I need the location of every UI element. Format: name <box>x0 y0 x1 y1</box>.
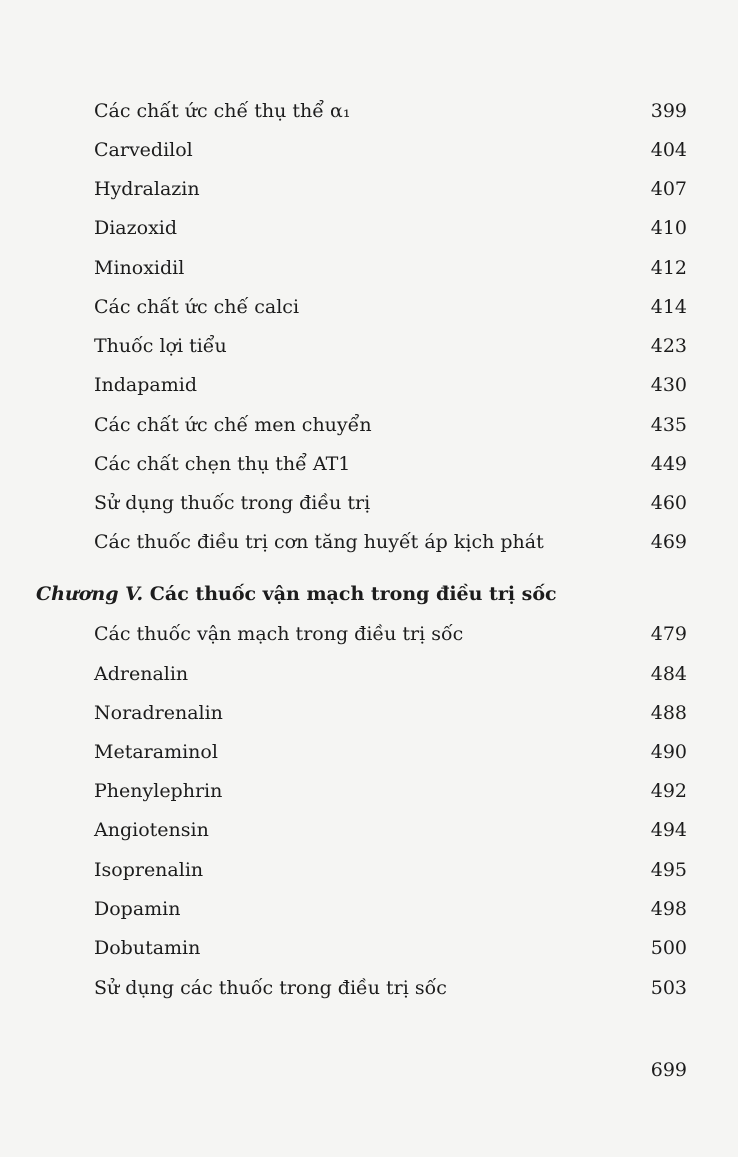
toc-entry-title: Adrenalin <box>94 663 189 685</box>
toc-entry-title: Các chất ức chế men chuyển <box>94 414 372 436</box>
toc-entry <box>94 619 687 649</box>
toc-entry-page: 494 <box>650 819 687 841</box>
toc-entry-title: Minoxidil <box>94 257 185 279</box>
toc-entry <box>94 410 687 440</box>
toc-entry-title: Noradrenalin <box>94 702 223 724</box>
toc-entry <box>94 698 687 728</box>
toc-entry-page: 449 <box>650 453 687 475</box>
toc-entry <box>94 213 687 243</box>
toc-entry-page: 399 <box>650 100 687 122</box>
toc-entry-page: 490 <box>650 741 687 763</box>
chapter-heading <box>36 578 686 610</box>
toc-entry <box>94 815 687 845</box>
toc-entry-page: 488 <box>650 702 687 724</box>
toc-entry-page: 484 <box>650 663 687 685</box>
toc-entry <box>94 370 687 400</box>
toc-entry-title: Sử dụng các thuốc trong điều trị sốc <box>94 977 447 999</box>
toc-entry-title: Isoprenalin <box>94 859 204 881</box>
toc-entry-page: 479 <box>650 623 687 645</box>
toc-entry-title: Dobutamin <box>94 937 201 959</box>
toc-entry-title: Dopamin <box>94 898 181 920</box>
toc-entry-title: Diazoxid <box>94 217 178 239</box>
toc-entry <box>94 96 687 126</box>
toc-entry <box>94 331 687 361</box>
toc-entry-page: 404 <box>650 139 687 161</box>
toc-entry-title: Phenylephrin <box>94 780 223 802</box>
toc-entry <box>94 894 687 924</box>
toc-entry-title: Sử dụng thuốc trong điều trị <box>94 492 371 514</box>
toc-entry-page: 412 <box>650 257 687 279</box>
toc-entry-page: 407 <box>650 178 687 200</box>
toc-entry-title: Carvedilol <box>94 139 193 161</box>
toc-entry-title: Hydralazin <box>94 178 200 200</box>
toc-entry-page: 500 <box>650 937 687 959</box>
toc-entry-page: 469 <box>650 531 687 553</box>
toc-entry <box>94 973 687 1003</box>
toc-entry <box>94 488 687 518</box>
toc-entry <box>94 449 687 479</box>
chapter-label: Chương V. <box>36 583 144 605</box>
toc-entry-page: 492 <box>650 780 687 802</box>
chapter-title: Các thuốc vận mạch trong điều trị sốc <box>149 583 557 605</box>
toc-entry-page: 495 <box>650 859 687 881</box>
toc-entry-title: Các thuốc điều trị cơn tăng huyết áp kịch phát <box>94 531 544 553</box>
footer-page-number: 699 <box>650 1059 687 1081</box>
toc-entry-title: Metaraminol <box>94 741 218 763</box>
toc-entry-page: 503 <box>650 977 687 999</box>
toc-entry <box>94 933 687 963</box>
toc-entry <box>94 253 687 283</box>
toc-entry <box>94 737 687 767</box>
toc-entry <box>94 659 687 689</box>
toc-entry <box>94 174 687 204</box>
toc-entry-title: Các chất ức chế calci <box>94 296 300 318</box>
toc-entry <box>94 776 687 806</box>
toc-entry-title: Các chất ức chế thụ thể α₁ <box>94 100 351 122</box>
toc-entry-page: 435 <box>650 414 687 436</box>
toc-entry-page: 414 <box>650 296 687 318</box>
toc-entry <box>94 855 687 885</box>
toc-entry-title: Các chất chẹn thụ thể AT1 <box>94 453 351 475</box>
toc-entry-title: Indapamid <box>94 374 197 396</box>
toc-entry <box>94 292 687 322</box>
toc-entry-page: 498 <box>650 898 687 920</box>
toc-entry <box>94 135 687 165</box>
toc-entry-page: 460 <box>650 492 687 514</box>
toc-entry-page: 423 <box>650 335 687 357</box>
toc-entry-page: 410 <box>650 217 687 239</box>
toc-entry-title: Các thuốc vận mạch trong điều trị sốc <box>94 623 464 645</box>
toc-entry-page: 430 <box>650 374 687 396</box>
toc-entry <box>94 527 687 557</box>
toc-entry-title: Thuốc lợi tiểu <box>94 335 227 357</box>
toc-entry-title: Angiotensin <box>94 819 209 841</box>
